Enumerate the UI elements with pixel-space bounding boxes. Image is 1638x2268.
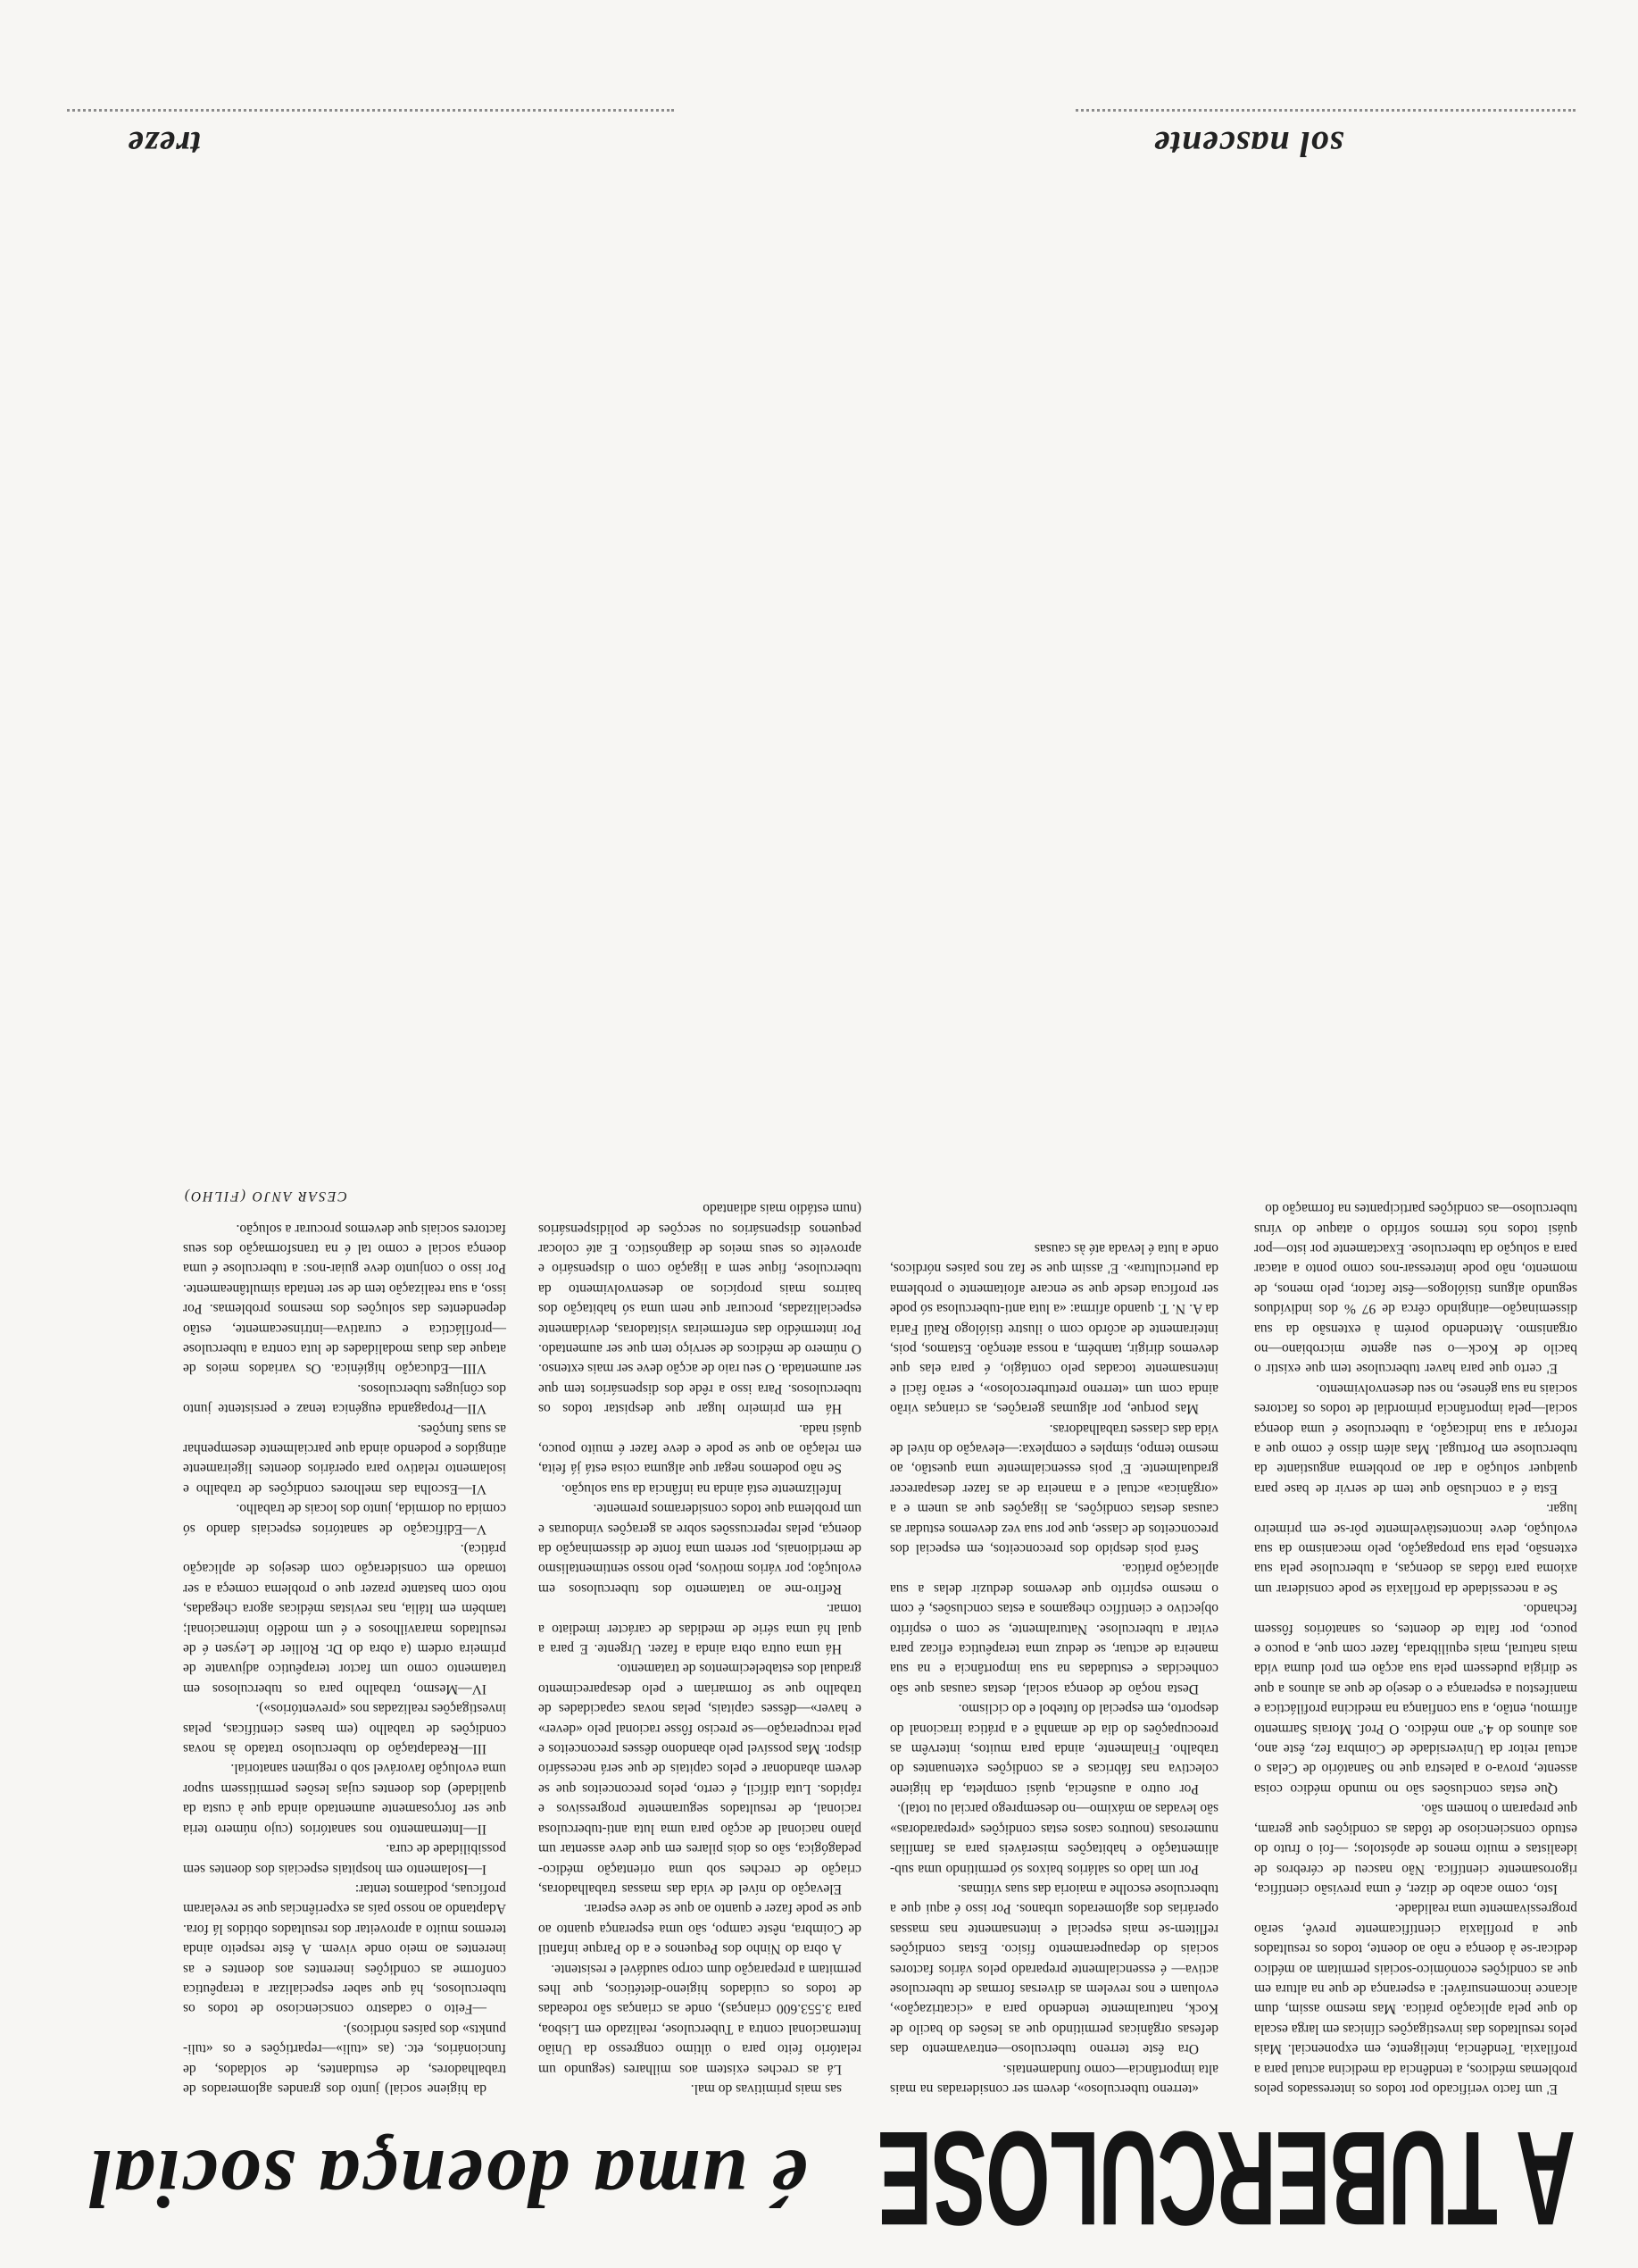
article-paragraph: II—Internamento nos sanatórios (cujo número teria que ser forçosamente aumentado ainda que à custa da qualidade) dos doentes cujas lesões permitissem supor uma evolução favorável sob o regimen sanatorial. [183,1761,506,1837]
article-paragraph: Se não podemos negar que alguma coisa está já feita, em relação ao que se pode e deve fazer é muito pouco, quási nada. [538,1421,861,1477]
headline-rest: é uma doença social [87,2133,808,2224]
article-column-3 [538,1198,861,2098]
article-paragraph: Infelizmente está ainda na infância da sua solução. [561,1480,842,1497]
article-paragraph: Esta é a conclusão que tem de servir de base para qualquer solução a dar ao problema angustiante da tuberculose em Portugal. Mas além disso é como que a reforçar a sua indicação, a tuberculose é uma doença social—pela importância primordial de todos os factores sociais na sua génese, no seu desenvolvimento. [1254,1380,1577,1497]
article-paragraph: sas mais primitivas do mal. [690,2081,842,2097]
article-paragraph: IV—Mesmo, trabalho para os tuberculosos em tratamento como um factor terapêutico adjuvante de primeira ordem (a obra do Dr. Rollier de Leysen é de resultados maravilhosos e é um modêlo internacional; também em Itália, nas revistas médicas agora chegadas, noto com bastante prazer que o problema começa a ser tomado em consideração com desejos de aplicação prática). [183,1541,506,1697]
article-paragraph: I—Isolamento em hospitais especiais dos doentes sem possibilidade de cura. [183,1841,506,1877]
article-paragraph: Lá as creches existem aos milhares (segundo um relatório feito para o último congresso da União Internacional contra a Tuberculose, realizado em Lisboa, para 3.553.600 crianças), onde as crianças são rodeadas de todos os cuidados higieno-dietéticos, que lhes permitam a preparação dum corpo saudável e resistente. [538,1961,861,2077]
article-paragraph: Será pois despido dos preconceitos, em especial dos preconceitos de classe, que por sua vez devemos estudar as causas destas condições, as ligações que as unem e a «orgânica» actual e a maneira de as fazer desaparecer gradualmente. E' pois essencialmente uma questão, ao mesmo tempo, simples e complexa:—elevação do nível de vida das classes trabalhadoras. [890,1421,1218,1557]
article-paragraph: da higiene social) junto dos grandes aglomerados de trabalhadores, de estudantes, de soldados, de funcionários, etc. (as «tuli»—repartições e os «tuli-punkts» dos países nórdicos). [183,2021,506,2097]
article-paragraph: «terreno tuberculoso», devem ser consideradas na mais alta importância—como fundamentais. [890,2061,1218,2097]
article-column-4 [183,1186,506,2098]
article-paragraph: III—Readaptação do tuberculoso tratado às novas condições de trabalho (em bases científicas, pelas investigações realizadas nos «preventórios»). [183,1701,506,1757]
article-paragraph: Por um lado os salários baixos só permitindo uma sub-alimentação e habitações miseráveis para as famílias numerosas (noutros casos estas condições «preparadoras» são levadas ao máximo—no desemprego parcial ou total). [890,1801,1218,1877]
article-paragraph: Desta noção de doença social, destas causas que são conhecidas e estudadas na sua importância e na sua maneira de actuar, se deduz uma terapêutica eficaz para evitar a tuberculose. Naturalmente, se com o espírito objectivo e científico chegamos a estas conclusões, é com o mesmo espírito que devemos deduzir delas a sua aplicação prática. [890,1561,1218,1697]
article-paragraph: Refiro-me ao tratamento dos tuberculosos em evolução; por vários motivos, pelo nosso sentimentalismo de meridionais, por serem uma fonte de disseminação da doença, pelas repercussões sobre as gerações vindouras e um problema que todos consideramos premente. [538,1501,861,1597]
article-paragraph: Por outro a ausência, quási completa, da higiene colectiva nas fábricas e as condições extenuantes do trabalho. Finalmente, ainda para muitos, intervêm as preocupações do dia de amanhã e a prática irracional do desporto, em especial do futebol e do ciclismo. [890,1701,1218,1797]
article-paragraph: VIII—Educação higiénica. Os variados meios de ataque das duas modalidades de luta contra a tuberculose—profiláctica e curativa—intrinsecamente, estão dependentes das soluções dos mesmos problemas. Por isso, a sua realização tem de ser tentada simultâneamente. Por isso o conjunto deve guiar-nos: a tuberculose é uma doença social e como tal é na transformação dos seus factores sociais que devemos procurar a solução. [183,1221,506,1377]
article-paragraph: Que estas conclusões são no mundo médico coisa assente, prova-o a palestra que no Sanatório de Celas o actual reitor da Universidade de Coimbra fez, êste ano, aos alunos do 4.º ano médico. O Prof. Morais Sarmento afirmou, então, a sua confiança na medicina profiláctica e manifestou a esperança e o desejo de que as alunos a que se dirigia pudessem pela sua acção em prol duma vida mais natural, mais equilibrada, fazer com que, a pouco e pouco, por falta de doentes, os sanatórios fôssem fechando. [1254,1601,1577,1797]
article-paragraph: Há uma outra obra ainda a fazer. Urgente. E para a qual há uma série de medidas de carácter imediato a tomar. [538,1601,861,1657]
article-paragraph: Isto, como acabo de dizer, é uma previsão científica, rigorosamente científica. Não nasceu de cérebros de idealistas e muito menos de apóstolos; —foi o fruto do estudo consciencioso de tôdas as condições que geram, que preparam o homem são. [1254,1801,1577,1897]
article-column-2 [890,1238,1218,2098]
article-paragraph: Há em primeiro lugar que despistar todos os tuberculosos. Para isso a rêde dos dispensários tem que ser aumentada. O seu raio de acção deve ser mais extenso. O número de médicos de serviço tem que ser aumentado. Por intermédio das enfermeiras visitadoras, devidamente especializadas, procurar que nem uma só habitação dos bairros mais propícios ao desenvolvimento da tuberculose, fique sem a ligação com o dispensário e aproveite os seus meios de diagnóstico. E até colocar pequenos dispensários ou secções de polidispensários (num estádio mais adiantado [538,1201,861,1417]
header-rule-right [67,109,674,112]
article-column-1 [1254,1198,1577,2098]
article-headline [58,2104,1576,2254]
article-paragraph: VII—Propaganda eugénica tenaz e persistente junto dos cônjuges tuberculosos. [183,1380,506,1417]
article-paragraph: —Feito o cadastro consciencioso de todos os tuberculosos, há que saber especializar a terapêutica conforme as condições inerentes aos doentes e as inerentes ao meio onde vivem. A êste respeito ainda teremos muito a aproveitar dos resultados obtidos lá fora. Adaptando ao nosso país as experiências que se revelaram profícuas, podíamos tentar: [183,1880,506,2017]
article-paragraph: A obra do Ninho dos Pequenos e a do Parque infantil de Coimbra, nêste campo, são uma esperança quanto ao que se pode fazer e quanto ao que se deve esperar. [538,1901,861,1957]
article-paragraph: Se a necessidade da profilaxia se pode considerar um axioma para tôdas as doenças, a tuberculose pela sua extensão, pela sua propagação, pelo mecanismo da sua evolução, deve incontestàvelmente pôr-se em primeiro lugar. [1254,1501,1577,1597]
article-paragraph: Mas porque, por algumas gerações, as crianças virão ainda com um «terreno preturbercoloso», e serão fàcil e intensamente tocadas pelo contágio, é para elas que devemos dirigir, também, a nossa atenção. Estamos, pois, inteiramente de acôrdo com o ilustre tisiólogo Raúl Faria da A. N. T. quando afirma: «a luta anti-tuberculosa só pode ser profícua desde que se encare afoitamente o problema da puericultura». E' assim que se faz nos países nórdicos, onde a luta é levada até às causas [890,1240,1218,1417]
headline-main: A TUBERCULOSE [877,2104,1576,2254]
article-paragraph: V—Edificação de sanatórios especiais dando só comida ou dormida, junto dos locais de trabalho. [183,1501,506,1537]
folio-page-number: treze [127,124,201,164]
folio-publication: sol nascente [1152,124,1343,164]
author-signature: CESAR ANJO (FILHO) [183,1188,347,1205]
article-paragraph: E' um facto verificado por todos os interessados pelos problemas médicos, a tendência da medicina actual para a profilaxia. Tendência, inteligente, em exponencial. Mais pelos resultados das investigações clínicas em larga escala do que pela aplicação prática. Mas mesmo assim, dum alcance incomensurável: a esperança de que na altura em que as condições económico-sociais permitam ao médico dedicar-se à doença e não ao doente, todos os resultados que a profilaxia científicamente prevê, serão progressivamente uma realidade. [1254,1901,1577,2097]
article-paragraph: Elevação do nível de vida das massas trabalhadoras, criação de creches sob uma orientação médico-pedagógica, são os dois pilares em que deve assentar um plano nacional de acção para uma luta anti-tuberculosa racional, de resultados seguramente progressivos e rápidos. Luta difícil, é certo, pelos preconceitos que se devem abandonar e pelos capitais de que será necessário dispor. Mas possível pelo abandono dêsses preconceitos e pela recuperação—se preciso fôsse racional pelo «dever» e haver»—dêsses capitais, pelas novas capacidades de trabalho que se formariam e pelo desaparecimento gradual dos estabelecimentos de tratamento. [538,1661,861,1897]
article-paragraph: E' certo que para haver tuberculose tem que existir o bacilo de Kock—o seu agente microbiano—no organismo. Atendendo porém à extensão da sua disseminação—atingindo cêrca de 97 % dos indivíduos segundo alguns tisiólogos—êste factor, pelo menos, de momento, não pode interessar-nos como ponto a atacar para a solução da tuberculose. Exactamente por isto—por quási todos nós termos sofrido o ataque do vírus tuberculoso—as condições participantes na formação do [1254,1201,1577,1377]
header-rule-left [1076,109,1576,112]
article-paragraph: VI—Escolha das melhores condições de trabalho e isolamento relativo para operários doentes ligeiramente atingidos e podendo ainda que parcialmente desempenhar as suas funções. [183,1421,506,1497]
article-paragraph: Ora êste terreno tuberculoso—entravamento das defesas orgânicas permitindo que as lesões do bacilo de Kock, naturalmente tendendo para a «cicatrização», evoluam e nos revelem as diversas formas de tuberculose activa— é essencialmente preparado pelos vários factores sociais do depauperamento físico. Estas condições reflitem-se mais especial e intensamente nas massas operárias dos aglomerados urbanos. Por isso é aqui que a tuberculose escolhe a maioria das suas vítimas. [890,1880,1218,2057]
